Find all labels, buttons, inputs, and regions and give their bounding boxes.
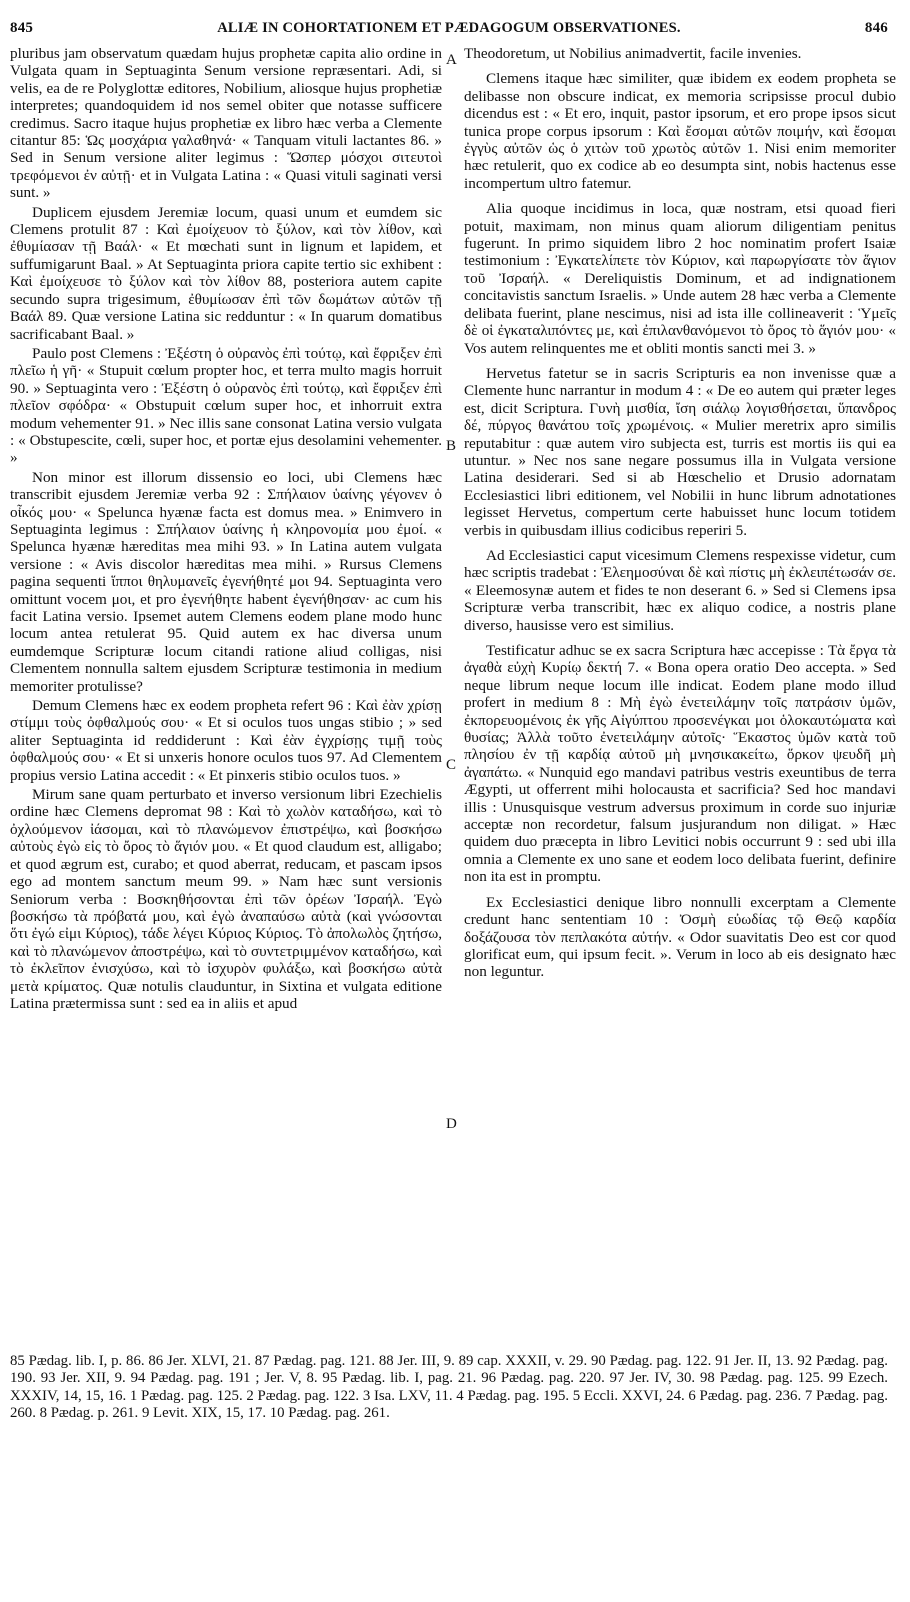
paragraph: Clemens itaque hæc similiter, quæ ibidem ex eodem propheta se delibasse non obscure indicat, ex memoria scripsisse procul dubio dicendus est : « Et ero, inquit, pastor ipsorum, et ero prope ipsos sicut tunica prope corpus ipsorum : Καὶ ἔσομαι αὐτῶν ποιμήν, καὶ ἔσομαι ἐγγὺς αὐτῶν ὡς ὁ χιτὼν τοῦ χρωτὸς αὐτῶν 1. Nisi enim memoriter hæc retulerit, quo ex codice ab eo desumpta sint, nobis hactenus esse incompertum ultro fatemur. — [464, 70, 896, 192]
paragraph: Hervetus fatetur se in sacris Scripturis ea non invenisse quæ a Clemente hunc narrantur in modum 4 : « De eo autem qui præter leges est, dicit Scriptura. Γυνὴ μισθία, ἴση σιάλῳ λογισθήσεται, ὕπανδρος δέ, πύργος θανάτου τοῖς χρωμένοις. « Mulier meretrix apro similis reputabitur : quæ autem viro subjecta est, turris est mortis iis qui ea utuntur. » Nec nos sane negare possumus illa in Vulgata versione Latina desiderari. Sed si ab Hœschelio et Drusio adornatam Ecclesiastici libri editionem, vel Nobilii in hunc librum adnotationes legisset Hervetus, compertum certe habuisset hunc locum totidem verbis in quibusdam illius codicibus reperiri 5. — [464, 364, 896, 539]
paragraph: Testificatur adhuc se ex sacra Scriptura hæc accepisse : Τὰ ἔργα τὰ ἀγαθὰ εὐχὴ Κυρίῳ δεκτή 7. « Bona opera oratio Deo accepta. » Sed neque librum neque locum ille indicat. Eodem plane modo illud profert in medium 8 : Μὴ ἐγὼ ἐνετειλάμην τοῖς πατράσιν ὑμῶν, ἐκπορευομένοις ἐκ γῆς Αἰγύπτου προσενέγκαι μοι ὁλοκαυτώματα καὶ θυσίας; Ἀλλὰ τοῦτο ἐνετειλάμην αὐτοῖς· Ἕκαστος ὑμῶν κατὰ τοῦ πλησίου ἐν τῇ καρδίᾳ αὐτοῦ μὴ μνησικακείτω, ὅρκον ψευδῆ μὴ ἀγαπάτω. « Nunquid ego mandavi patribus vestris exeuntibus de terra Ægypti, ut offerrent mihi holocausta et sacrificia? Sed hoc mandavi illis : Unusquisque vestrum adversus proximum in corde suo injuriæ acceptæ non recordetur, falsum jusjurandum non diligat. » Hæc quidem duo præcepta in libro Levitici nobis occurrunt 9 : sed ubi illa omnia a Clemente ex uno sane et eodem loco delibata fuerint, definire non ita est in promptu. — [464, 642, 896, 886]
paragraph: Alia quoque incidimus in loca, quæ nostram, etsi quoad fieri potuit, maximam, non minus quam aliorum diligentiam penitus fugerunt. In primo siquidem libro 2 hoc nominatim profert Isaiæ testimonium : Ἐγκατελίπετε τὸν Κύριον, καὶ παρωργίσατε τὸν ἅγιον τοῦ Ἰσραήλ. « Dereliquistis Dominum, et ad indignationem concitavistis sanctum Israelis. » Unde autem 28 hæc verba a Clemente delibata fuerint, plane nescimus, nisi ad ista ille collineaverit : Ὑμεῖς δὲ οἱ ἐγκαταλιπόντες με, καὶ ἐπιλανθανόμενοι τὸ ὄρος τὸ ἅγιόν μου· « Vos autem relinquentes me et obliti montis sancti mei 3. » — [464, 200, 896, 357]
paragraph: pluribus jam observatum quædam hujus prophetæ capita alio ordine in Vulgata quam in Septuaginta Senum versione repræsentari. Adi, si velis, ea de re Polyglottæ editores, Nobilium, aliosque hujus prophetiæ interpretes; quandoquidem id nos semel obiter que notasse sufficere credimus. Sacro itaque hujus prophetiæ ex libro hæc verba a Clemente citantur 85: Ὡς μοσχάρια γαλαθηνά· « Tanquam vituli lactantes 86. » Sed in Senum versione aliter legimus : Ὥσπερ μόσχοι σιτευτοὶ τρεφόμενοι ἐν αὐτῇ· et in Vulgata Latina : « Quasi vituli saginati versi sunt. » — [10, 45, 442, 202]
page-number-left: 845 — [10, 20, 34, 36]
section-marker-d: D — [446, 1116, 457, 1132]
section-marker-b: B — [446, 438, 457, 454]
left-column — [10, 45, 442, 1012]
section-marker-a: A — [446, 52, 457, 68]
paragraph: Non minor est illorum dissensio eo loci, ubi Clemens hæc transcribit ejusdem Jeremiæ verba 92 : Σπήλαιον ὑαίνης γέγονεν ὁ οἶκός μου· « Spelunca hyænæ facta est domus mea. » Enimvero in Septuaginta legimus : Σπήλαιον ὑαίνης ἡ κληρονομία μου ἐμοί. « Spelunca hyænæ hæreditas mea mihi 93. » In Latina autem vulgata versione : « Avis discolor hæreditas mea mihi. » Rursus Clemens pagina sequenti ἵπποι θηλυμανεῖς ἐγενήθητέ μοι 94. Septuaginta vero omittunt vocem μοι, et pro ἐγενήθητε habent ἐγενήθησαν· ac cum his facit Latina versio. Ipsemet autem Clemens eodem plane modo hunc locum antea retulerat 95. Quid autem ex hac diversa unum eumdemque Scripturæ locum citandi ratione aliud colligas, nisi Clementem nonnulla saltem ejusdem Scripturæ testimonia in medium memoriter protulisse? — [10, 468, 442, 695]
paragraph: Mirum sane quam perturbato et inverso versionum libri Ezechielis ordine hæc Clemens depromat 98 : Καὶ τὸ χωλὸν καταδήσω, καὶ τὸ ὀχλούμενον ἰάσομαι, καὶ τὸ πλανώμενον ἐπιστρέψω, καὶ βοσκήσω αὐτοὺς ἐγὼ εἰς τὸ ὄρος τὸ ἅγιόν μου. « Et quod claudum est, alligabo; et quod ægrum est, curabo; et quod aberrat, reducam, et pascam ipsos ego ad montem sanctum meum 99. » Nam hæc sunt versionis Seniorum verba : Βοσκηθήσονται ἐπὶ τῶν ὀρέων Ἰσραήλ. Ἐγὼ βοσκήσω τὰ πρόβατά μου, καὶ ἐγὼ ἀναπαύσω αὐτὰ (καὶ γνώσονται ὅτι ἐγώ εἰμι Κύριος), τάδε λέγει Κύριος Κύριος. Τὸ ἀπολωλὸς ζητήσω, καὶ τὸ πλανώμενον ἀποστρέψω, καὶ τὸ συντετριμμένον καταδήσω, καὶ τὸ ἐκλεῖπον ἐνισχύσω, καὶ τὸ ἰσχυρὸν φυλάξω, καὶ βοσκήσω αὐτὰ μετὰ κρίματος. Quæ notulis clauduntur, in Sixtina et vulgata editione Latina prætermissa sunt : sed ea in aliis et apud — [10, 786, 442, 1012]
paragraph: Ex Ecclesiastici denique libro nonnulli excerptam a Clemente credunt hanc sententiam 10 : Ὀσμὴ εὐωδίας τῷ Θεῷ καρδία δοξάζουσα τὸν πεπλακότα αὐτήν. « Odor suavitatis Deo est cor quod glorificat eum, qui ipsum fecit. ». Verum in loco ab eis designato hæc non leguntur. — [464, 893, 896, 981]
footnotes: 85 Pædag. lib. I, p. 86. 86 Jer. XLVI, 21. 87 Pædag. pag. 121. 88 Jer. III, 9. 89 cap. XXXII, v. 29. 90 Pædag. pag. 122. 91 Jer. II, 13. 92 Pædag. pag. 190. 93 Jer. XII, 9. 94 Pædag. pag. 191 ; Jer. V, 8. 95 Pædag. lib. I, pag. 21. 96 Pædag. pag. 220. 97 Jer. IV, 30. 98 Pædag. pag. 125. 99 Ezech. XXXIV, 14, 15, 16. 1 Pædag. pag. 125. 2 Pædag. pag. 122. 3 Isa. LXV, 11. 4 Pædag. pag. 195. 5 Eccli. XXVI, 24. 6 Pædag. pag. 236. 7 Pædag. pag. 260. 8 Pædag. p. 261. 9 Levit. XIX, 15, 17. 10 Pædag. pag. 261. — [10, 1353, 888, 1422]
paragraph: Paulo post Clemens : Ἐξέστη ὁ οὐρανὸς ἐπὶ τούτῳ, καὶ ἔφριξεν ἐπὶ πλεῖω ἡ γῆ· « Stupuit cœlum propter hoc, et terra multo magis horruit 90. » Septuaginta vero : Ἐξέστη ὁ οὐρανὸς ἐπὶ τούτῳ, καὶ ἔφριξεν ἐπὶ πλεῖον σφόδρα· « Obstupuit cœlum super hoc, et inhorruit extra modum vehementer 91. » Nec illis sane consonat Latina versio vulgata : « Obstupescite, cœli, super hoc, et portæ ejus desolamini vehementer. » — [10, 344, 442, 467]
paragraph: Duplicem ejusdem Jeremiæ locum, quasi unum et eumdem sic Clemens protulit 87 : Καὶ ἐμοίχευον τὸ ξύλον, καὶ τὸν λίθον, καὶ ἐθυμίασαν τῇ Βαάλ· « Et mœchati sunt in lignum et lapidem, et suffumigarunt Baal. » At Septuaginta priora capite tertio sic exhibent : Καὶ ἐμοίχευσε τὸ ξύλον καὶ τὸν λίθον 88, posteriora autem capite secundo supra trigesimum, ἐθυμίωσαν ἐπὶ τῶν δωμάτων αὐτῶν τῇ Βαάλ 89. Quæ versione Latina sic redduntur : « In quarum domatibus sacrificabant Baal. » — [10, 203, 442, 343]
running-title: ALIÆ IN COHORTATIONEM ET PÆDAGOGUM OBSERVATIONES. — [217, 20, 681, 36]
paragraph: Ad Ecclesiastici caput vicesimum Clemens respexisse videtur, cum hæc scriptis tradebat : Ἐλεημοσύναι δὲ καὶ πίστις μὴ ἐκλειπέτωσάν σε. « Eleemosynæ autem et fides te non deserant 6. » Sed si Clemens ipsa Scripturæ verba transcribit, hæc ex aliquo codice, a nostris plane diverso, hausisse vero est similius. — [464, 546, 896, 634]
section-marker-c: C — [446, 757, 457, 773]
paragraph: Theodoretum, ut Nobilius animadvertit, facile invenies. — [464, 45, 802, 62]
page-header — [10, 20, 888, 42]
paragraph: Demum Clemens hæc ex eodem propheta refert 96 : Καὶ ἐὰν χρίσῃ στίμμι τοὺς ὀφθαλμούς σου· « Et si oculos tuos ungas stibio ; » sed aliter Septuaginta id reddiderunt : Καὶ ἐὰν ἐγχρίσῃς τιμῇ τοὺς ὀφθαλμούς σου· « Et si unxeris honore oculos tuos 97. Ad Clementem propius versio Latina accedit : « Et pinxeris stibio oculos tuos. » — [10, 697, 442, 784]
right-column — [464, 45, 896, 981]
page-number-right: 846 — [864, 20, 888, 36]
